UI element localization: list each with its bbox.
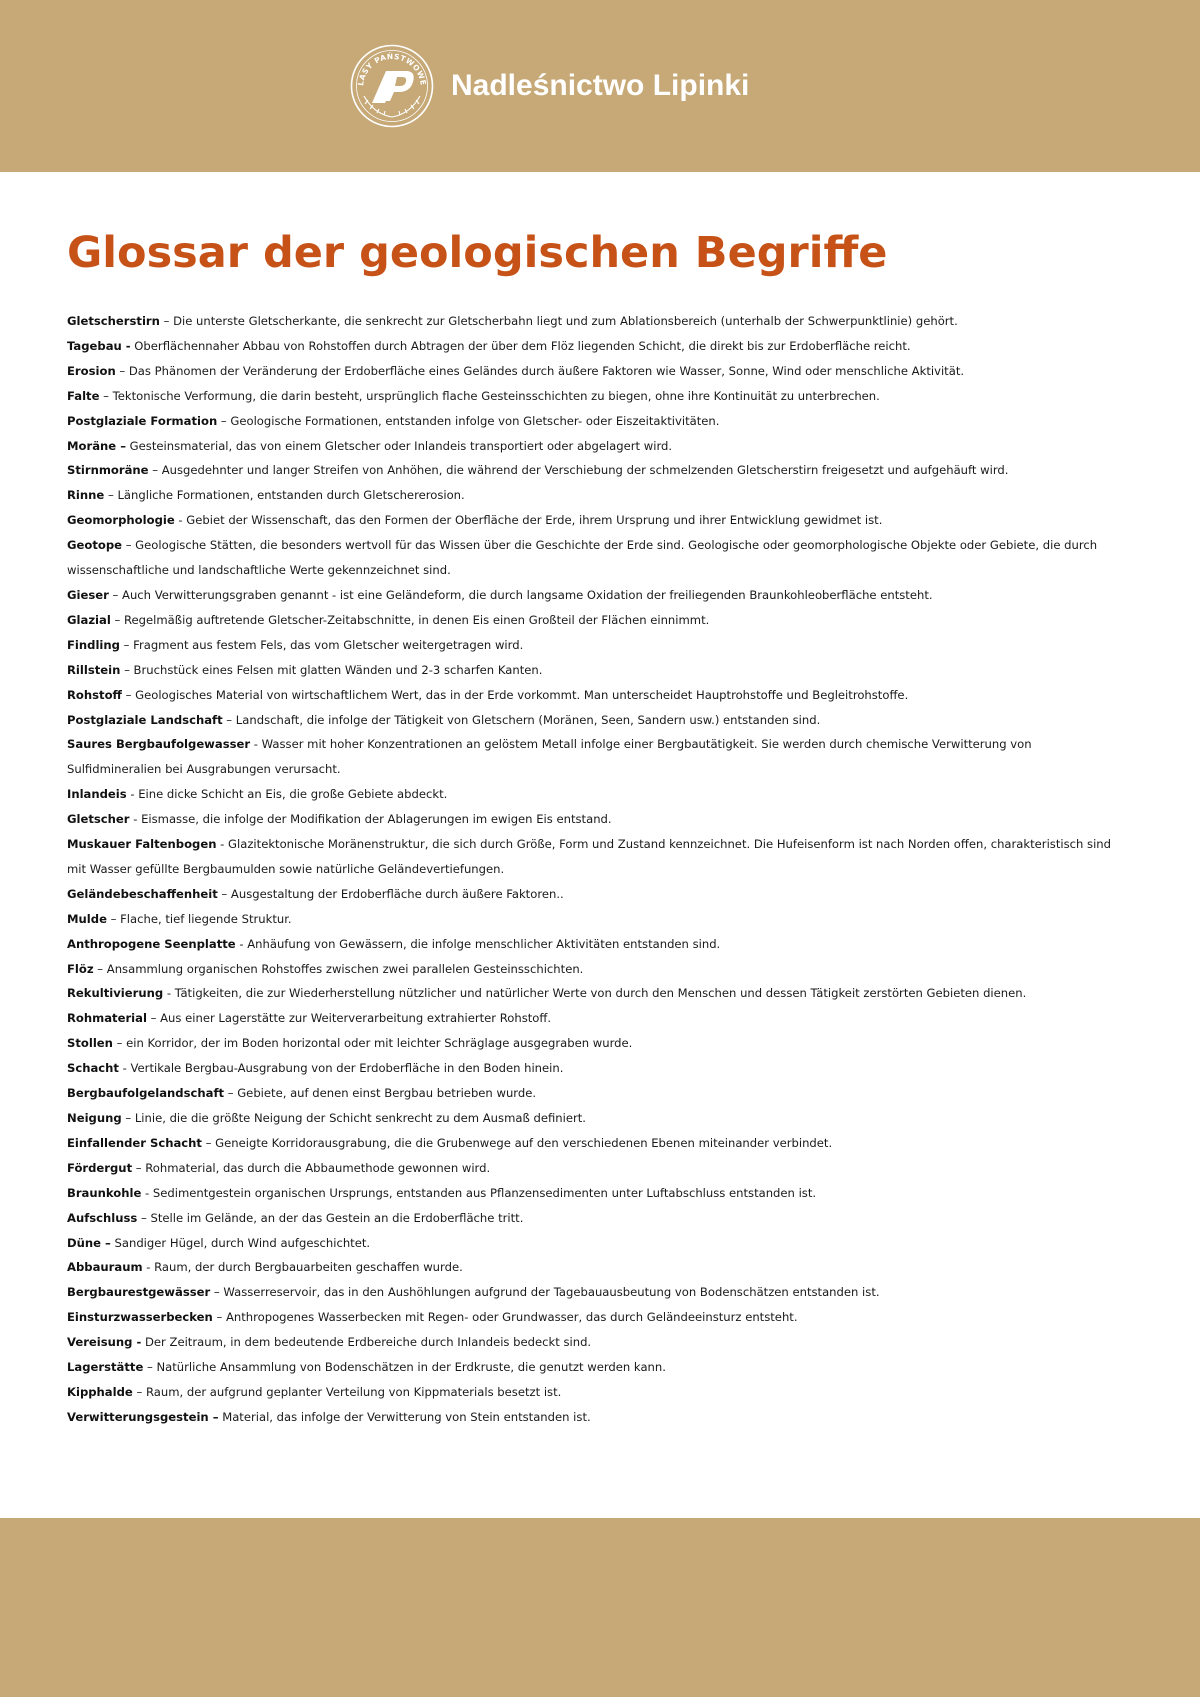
- glossary-definition: – Ausgedehnter und langer Streifen von Anhöhen, die während der Verschiebung der schmelzenden Gletscherstirn freigesetzt und aufgehäuft wird.: [148, 463, 1009, 478]
- glossary-term: Düne –: [67, 1235, 111, 1250]
- glossary-entry: [67, 708, 1123, 733]
- glossary-term: Glazial: [67, 612, 111, 627]
- glossary-term: Kipphalde: [67, 1384, 133, 1399]
- glossary-entry: [67, 1231, 1123, 1256]
- glossary-entry: [67, 409, 1123, 434]
- glossary-term: Anthropogene Seenplatte: [67, 936, 236, 951]
- glossary-entry: [67, 732, 1123, 782]
- footer-banner: [0, 1518, 1200, 1697]
- glossary-definition: – Bruchstück eines Felsen mit glatten Wänden und 2-3 scharfen Kanten.: [120, 662, 543, 677]
- glossary-entry: [67, 309, 1123, 334]
- glossary-entry: [67, 1031, 1123, 1056]
- glossary-definition: - Raum, der durch Bergbauarbeiten geschaffen wurde.: [142, 1260, 463, 1275]
- glossary-definition: – Stelle im Gelände, an der das Gestein an die Erdoberfläche tritt.: [137, 1210, 524, 1225]
- glossary-entry: [67, 807, 1123, 832]
- glossary-entry: [67, 683, 1123, 708]
- glossary-entry: [67, 1081, 1123, 1106]
- glossary-definition: – Raum, der aufgrund geplanter Verteilung von Kippmaterials besetzt ist.: [132, 1384, 562, 1399]
- glossary-entry: [67, 1380, 1123, 1405]
- glossary-entry: [67, 483, 1123, 508]
- glossary-term: Fördergut: [67, 1160, 133, 1175]
- glossary-term: Gletscherstirn: [67, 314, 160, 328]
- glossary-definition: Der Zeitraum, in dem bedeutende Erdbereiche durch Inlandeis bedeckt sind.: [141, 1335, 592, 1350]
- glossary-term: Mulde: [67, 911, 107, 926]
- lasy-panstwowe-logo-icon: [350, 44, 434, 128]
- glossary-term: Einfallender Schacht: [67, 1135, 202, 1150]
- glossary-definition: – Gebiete, auf denen einst Bergbau betrieben wurde.: [224, 1086, 537, 1101]
- glossary-entry: [67, 1106, 1123, 1131]
- glossary-entry: [67, 981, 1123, 1006]
- glossary-term: Geotope: [67, 538, 123, 553]
- glossary-definition: Material, das infolge der Verwitterung von Stein entstanden ist.: [218, 1409, 591, 1424]
- glossary-entry: [67, 384, 1123, 409]
- glossary-definition: - Glazitektonische Moränenstruktur, die sich durch Größe, Form und Zustand kennzeichnet. Die Hufeisenform ist nach Norden offen, charakteristisch sind mit Wasser gefüllte Bergbaumulden sowie natürliche Geländevertiefungen.: [67, 837, 1112, 876]
- glossary-entry: [67, 1280, 1123, 1305]
- glossary-definition: – Das Phänomen der Veränderung der Erdoberfläche eines Geländes durch äußere Faktoren wie Wasser, Sonne, Wind oder menschliche Aktivität.: [115, 363, 965, 378]
- glossary-entry: [67, 508, 1123, 533]
- glossary-definition: – Flache, tief liegende Struktur.: [106, 911, 292, 926]
- glossary-term: Rinne: [67, 488, 105, 503]
- glossary-definition: - Tätigkeiten, die zur Wiederherstellung nützlicher und natürlicher Werte von durch den Menschen und dessen Tätigkeit zerstörten Gebieten dienen.: [163, 986, 1027, 1001]
- glossary-term: Falte: [67, 388, 100, 403]
- glossary-entry: [67, 882, 1123, 907]
- glossary-definition: – Regelmäßig auftretende Gletscher-Zeitabschnitte, in denen Eis einen Großteil der Flächen einnimmt.: [110, 612, 710, 627]
- glossary-term: Bergbaurestgewässer: [67, 1285, 211, 1300]
- glossary-entry: [67, 907, 1123, 932]
- glossary-entry: [67, 1405, 1123, 1430]
- glossary-term: Stirnmoräne: [67, 463, 149, 478]
- glossary-term: Verwitterungsgestein –: [67, 1409, 219, 1424]
- glossary-entry: [67, 1305, 1123, 1330]
- brand-name: Nadleśnictwo Lipinki: [451, 69, 750, 102]
- glossary-entry: [67, 1056, 1123, 1081]
- glossary-entry: [67, 334, 1123, 359]
- glossary-term: Findling: [67, 637, 120, 652]
- glossary-term: Lagerstätte: [67, 1360, 144, 1375]
- glossary-definition: – Ansammlung organischen Rohstoffes zwischen zwei parallelen Gesteinsschichten.: [93, 961, 584, 976]
- glossary-definition: – Natürliche Ansammlung von Bodenschätzen in der Erdkruste, die genutzt werden kann.: [143, 1360, 666, 1375]
- header-banner: [0, 0, 1200, 172]
- glossary-term: Einsturzwasserbecken: [67, 1310, 213, 1325]
- glossary-definition: – Landschaft, die infolge der Tätigkeit von Gletschern (Moränen, Seen, Sandern usw.) entstanden sind.: [222, 712, 821, 727]
- glossary-term: Stollen: [67, 1036, 113, 1051]
- glossary-definition: – Linie, die die größte Neigung der Schicht senkrecht zu dem Ausmaß definiert.: [121, 1111, 586, 1125]
- glossary-term: Rekultivierung: [67, 986, 164, 1001]
- glossary-term: Aufschluss: [67, 1210, 138, 1225]
- glossary-entry: [67, 1255, 1123, 1280]
- glossary-term: Rillstein: [67, 662, 121, 677]
- glossary-term: Saures Bergbaufolgewasser: [67, 737, 251, 752]
- glossary-term: Inlandeis: [67, 787, 127, 802]
- glossary-term: Vereisung -: [67, 1335, 142, 1350]
- glossary-entry: [67, 1355, 1123, 1380]
- glossary-entry: [67, 1131, 1123, 1156]
- glossary-term: Postglaziale Formation: [67, 413, 218, 428]
- glossary-term: Braunkohle: [67, 1185, 142, 1200]
- glossary-term: Postglaziale Landschaft: [67, 712, 223, 727]
- glossary-term: Abbauraum: [67, 1260, 143, 1275]
- glossary-entry: [67, 1330, 1123, 1355]
- glossary-entry: [67, 359, 1123, 384]
- glossary-entry: [67, 633, 1123, 658]
- glossary-definition: - Sedimentgestein organischen Ursprungs, entstanden aus Pflanzensedimenten unter Luftabschluss entstanden ist.: [141, 1185, 817, 1200]
- glossary-definition: - Anhäufung von Gewässern, die infolge menschlicher Aktivitäten entstanden sind.: [235, 936, 721, 951]
- glossary-definition: Gesteinsmaterial, das von einem Gletscher oder Inlandeis transportiert oder abgelagert wird.: [126, 438, 673, 453]
- glossary-entry: [67, 533, 1123, 583]
- glossary-definition: – Auch Verwitterungsgraben genannt - ist eine Geländeform, die durch langsame Oxidation der freiliegenden Braunkohleoberfläche entsteht.: [108, 587, 933, 602]
- glossary-term: Moräne –: [67, 438, 126, 453]
- glossary-entry: [67, 782, 1123, 807]
- glossary-term: Flöz: [67, 961, 94, 976]
- glossary-entry: [67, 957, 1123, 982]
- glossary-entry: [67, 832, 1123, 882]
- glossary-definition: – Fragment aus festem Fels, das vom Gletscher weitergetragen wird.: [119, 637, 524, 652]
- glossary-term: Gletscher: [67, 812, 130, 827]
- glossary-term: Erosion: [67, 363, 116, 378]
- glossary-definition: Sandiger Hügel, durch Wind aufgeschichtet.: [110, 1235, 371, 1250]
- glossary-definition: – ein Korridor, der im Boden horizontal oder mit leichter Schräglage ausgegraben wurde.: [112, 1036, 633, 1051]
- glossary-definition: – Geologische Stätten, die besonders wertvoll für das Wissen über die Geschichte der Erde sind. Geologische oder geomorphologische Objekte oder Gebiete, die durch wissenschaftliche und landschaftliche Werte gekennzeichnet sind.: [67, 538, 1098, 578]
- glossary-definition: - Gebiet der Wissenschaft, das den Formen der Oberfläche der Erde, ihrem Ursprung und ihrer Entwicklung gewidmet ist.: [174, 513, 883, 528]
- glossary-entry: [67, 458, 1123, 483]
- glossary-term: Rohstoff: [67, 687, 122, 702]
- glossary-entry: [67, 932, 1123, 957]
- glossary-definition: Oberflächennaher Abbau von Rohstoffen durch Abtragen der über dem Flöz liegenden Schicht, die direkt bis zur Erdoberfläche reicht.: [130, 338, 911, 353]
- glossary-term: Bergbaufolgelandschaft: [67, 1086, 225, 1101]
- glossary-definition: - Eine dicke Schicht an Eis, die große Gebiete abdeckt.: [126, 787, 448, 802]
- glossary-definition: – Aus einer Lagerstätte zur Weiterverarbeitung extrahierter Rohstoff.: [146, 1011, 552, 1026]
- glossary-entry: [67, 1156, 1123, 1181]
- glossary-entry: [67, 434, 1123, 459]
- glossary-definition: – Tektonische Verformung, die darin besteht, ursprünglich flache Gesteinsschichten zu biegen, ohne ihre Kontinuität zu unterbrechen.: [99, 388, 880, 403]
- glossary-definition: – Ausgestaltung der Erdoberfläche durch äußere Faktoren..: [217, 886, 564, 901]
- glossary-definition: – Rohmaterial, das durch die Abbaumethode gewonnen wird.: [132, 1160, 491, 1175]
- glossary-term: Schacht: [67, 1061, 119, 1076]
- glossary-definition: - Vertikale Bergbau-Ausgrabung von der Erdoberfläche in den Boden hinein.: [118, 1061, 564, 1076]
- glossary-term: Neigung: [67, 1111, 122, 1125]
- glossary-entry: [67, 608, 1123, 633]
- glossary-term: Rohmaterial: [67, 1011, 147, 1026]
- glossary-definition: – Geneigte Korridorausgrabung, die die Grubenwege auf den verschiedenen Ebenen miteinander verbindet.: [201, 1135, 833, 1150]
- glossary-definition: – Geologische Formationen, entstanden infolge von Gletscher- oder Eiszeitaktivitäten.: [217, 413, 720, 428]
- page-title: Glossar der geologischen Begriffe: [67, 228, 888, 278]
- glossary-definition: - Wasser mit hoher Konzentrationen an gelöstem Metall infolge einer Bergbautätigkeit. Sie werden durch chemische Verwitterung von Sulfidmineralien bei Ausgrabungen verursacht.: [67, 737, 1032, 777]
- glossary-term: Geomorphologie: [67, 513, 175, 528]
- glossary-list: [67, 309, 1123, 1430]
- glossary-definition: – Wasserreservoir, das in den Aushöhlungen aufgrund der Tagebauausbeutung von Bodenschätzen entstanden ist.: [210, 1285, 880, 1300]
- logo-ring-text: LASY PAŃSTWOWE: [356, 51, 428, 87]
- glossary-definition: – Längliche Formationen, entstanden durch Gletschererosion.: [104, 488, 465, 503]
- glossary-term: Geländebeschaffenheit: [67, 886, 218, 901]
- glossary-term: Muskauer Faltenbogen: [67, 837, 217, 852]
- glossary-term: Gieser: [67, 587, 109, 602]
- glossary-entry: [67, 1206, 1123, 1231]
- glossary-entry: [67, 583, 1123, 608]
- glossary-definition: – Die unterste Gletscherkante, die senkrecht zur Gletscherbahn liegt und zum Ablationsbereich (unterhalb der Schwerpunktlinie) gehört.: [159, 314, 958, 328]
- glossary-entry: [67, 1006, 1123, 1031]
- glossary-definition: - Eismasse, die infolge der Modifikation der Ablagerungen im ewigen Eis entstand.: [129, 812, 612, 827]
- glossary-entry: [67, 658, 1123, 683]
- glossary-definition: – Anthropogenes Wasserbecken mit Regen- oder Grundwasser, das durch Geländeeinsturz entsteht.: [212, 1310, 798, 1325]
- glossary-entry: [67, 1181, 1123, 1206]
- glossary-definition: – Geologisches Material von wirtschaftlichem Wert, das in der Erde vorkommt. Man unterscheidet Hauptrohstoffe und Begleitrohstoffe.: [121, 687, 909, 702]
- glossary-term: Tagebau -: [67, 338, 131, 353]
